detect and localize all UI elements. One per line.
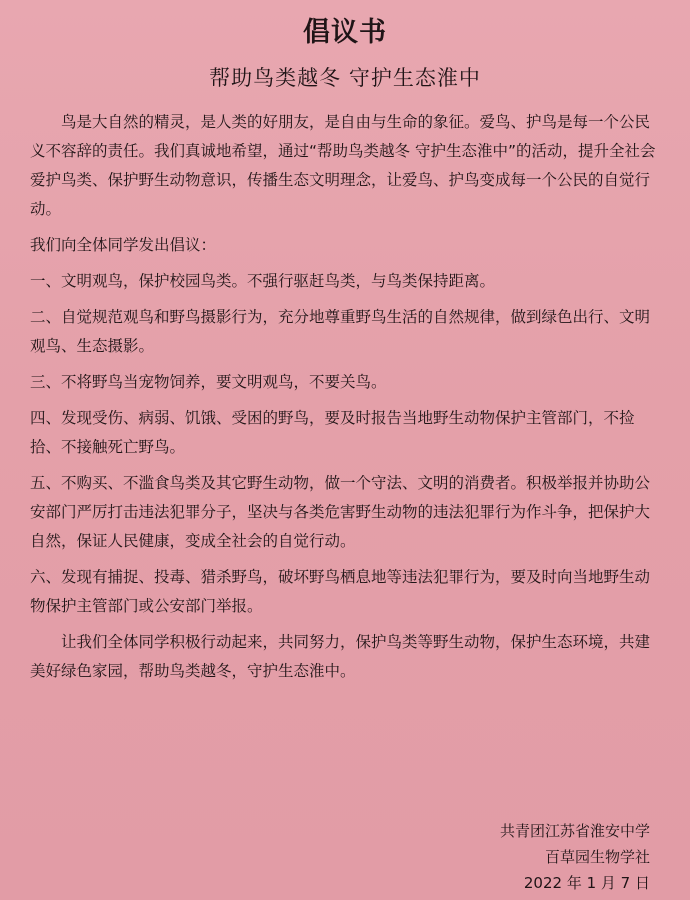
- signature-block: [500, 818, 650, 896]
- proposal-item-2: 二、自觉规范观鸟和野鸟摄影行为，充分地尊重野鸟生活的自然规律，做到绿色出行、文明观鸟、生态摄影。: [30, 308, 651, 355]
- signature-org-2: 百草园生物学社: [544, 848, 650, 866]
- proposal-lead: 我们向全体同学发出倡议：: [30, 236, 217, 254]
- proposal-item-4: 四、发现受伤、病弱、饥饿、受困的野鸟，要及时报告当地野生动物保护主管部门，不捡拾、不接触死亡野鸟。: [30, 409, 635, 456]
- closing-paragraph: 让我们全体同学积极行动起来，共同努力，保护鸟类等野生动物，保护生态环境，共建美好绿色家园，帮助鸟类越冬，守护生态淮中。: [30, 633, 651, 680]
- proposal-item-1: 一、文明观鸟，保护校园鸟类。不强行驱赶鸟类，与鸟类保持距离。: [30, 272, 496, 290]
- proposal-item-6: 六、发现有捕捉、投毒、猎杀野鸟，破坏野鸟栖息地等违法犯罪行为，要及时向当地野生动物保护主管部门或公安部门举报。: [30, 568, 651, 615]
- document-title: 倡议书: [303, 17, 387, 48]
- intro-paragraph: 鸟是大自然的精灵，是人类的好朋友，是自由与生命的象征。爱鸟、护鸟是每一个公民义不容辞的责任。我们真诚地希望，通过“帮助鸟类越冬 守护生态淮中”的活动，提升全社会爱护鸟类、保护野生动物意识，传播生态文明理念，让爱鸟、护鸟变成每一个公民的自觉行动。: [30, 113, 656, 218]
- signature-date: 2022 年 1 月 7 日: [523, 874, 650, 892]
- document-subtitle: 帮助鸟类越冬 守护生态淮中: [209, 66, 481, 90]
- signature-org-1: 共青团江苏省淮安中学: [499, 822, 650, 840]
- proposal-item-5: 五、不购买、不滥食鸟类及其它野生动物，做一个守法、文明的消费者。积极举报并协助公安部门严厉打击违法犯罪分子，坚决与各类危害野生动物的违法犯罪行为作斗争，把保护大自然，保证人民健康，变成全社会的自觉行动。: [30, 474, 651, 550]
- proposal-item-3: 三、不将野鸟当宠物饲养，要文明观鸟，不要关鸟。: [30, 373, 387, 391]
- document-body: [30, 108, 662, 693]
